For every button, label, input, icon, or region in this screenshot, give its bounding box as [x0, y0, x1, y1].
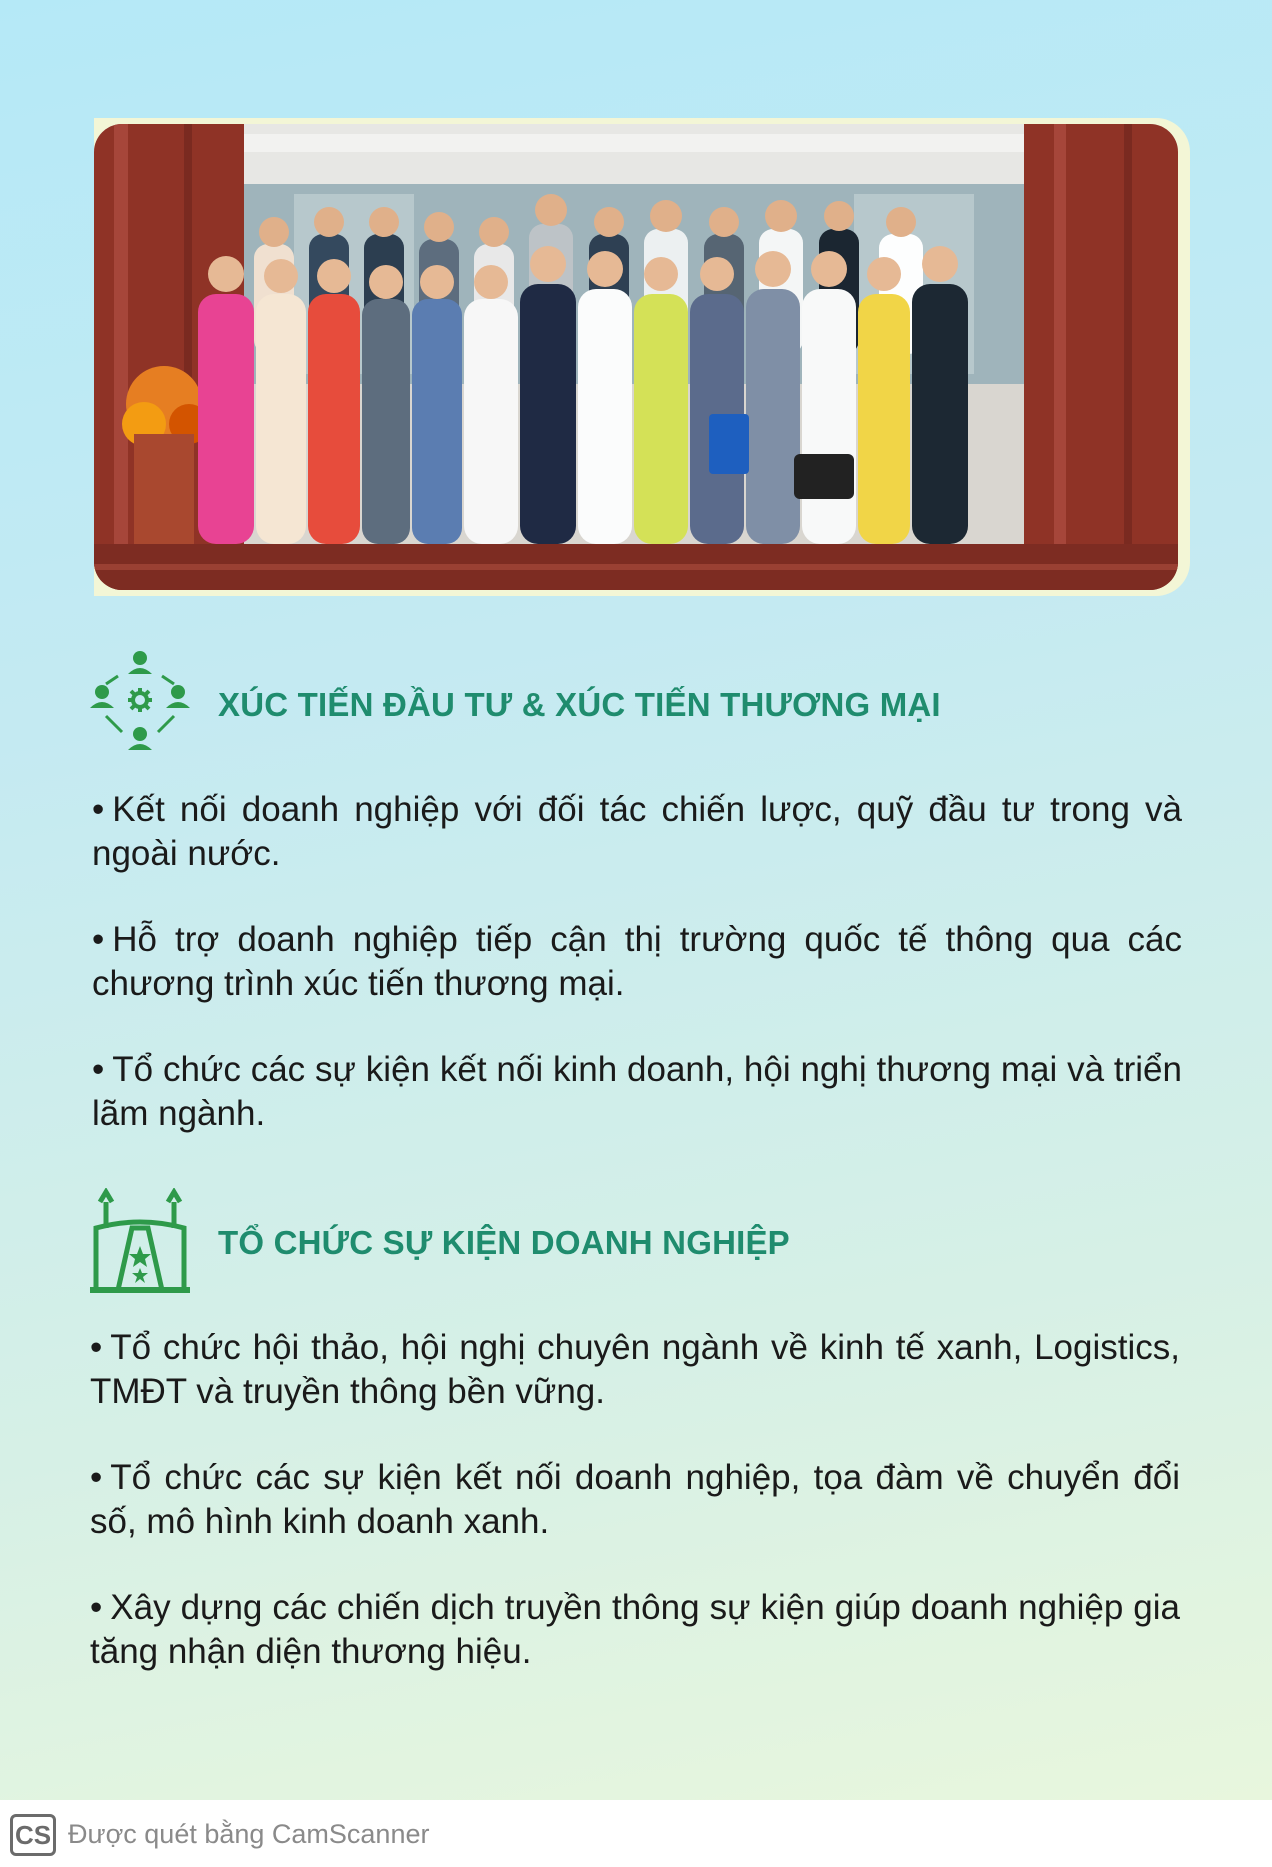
section-title: XÚC TIẾN ĐẦU TƯ & XÚC TIẾN THƯƠNG MẠI — [218, 686, 941, 723]
camscanner-text: Được quét bằng CamScanner — [68, 1819, 430, 1849]
bullet-item: • Xây dựng các chiến dịch truyền thông sự kiện giúp doanh nghiệp gia tăng nhận diện thương hiệu. — [90, 1588, 1180, 1671]
bullet-item: • Tổ chức hội thảo, hội nghị chuyên ngành về kinh tế xanh, Logistics, TMĐT và truyền thông bền vững. — [90, 1328, 1180, 1411]
section-title: TỔ CHỨC SỰ KIỆN DOANH NGHIỆP — [218, 1224, 790, 1261]
bullet-item: • Hỗ trợ doanh nghiệp tiếp cận thị trường quốc tế thông qua các chương trình xúc tiến thương mại. — [92, 920, 1182, 1003]
bullet-item: • Kết nối doanh nghiệp với đối tác chiến lược, quỹ đầu tư trong và ngoài nước. — [92, 790, 1182, 873]
bullet-item: • Tổ chức các sự kiện kết nối doanh nghiệp, tọa đàm về chuyển đổi số, mô hình kinh doanh xanh. — [90, 1458, 1180, 1541]
group-photo — [94, 124, 1178, 590]
network-people-icon — [88, 650, 192, 760]
camscanner-footer — [0, 1800, 1272, 1867]
section-investment-header — [88, 650, 941, 760]
section-events-bullets — [90, 1326, 1180, 1716]
bullet-item: • Tổ chức các sự kiện kết nối kinh doanh, hội nghị thương mại và triển lãm ngành. — [92, 1050, 1182, 1133]
event-stage-icon — [88, 1188, 192, 1298]
camscanner-logo-icon: CS — [10, 1814, 56, 1856]
section-investment-bullets — [92, 788, 1182, 1178]
section-events-header — [88, 1188, 790, 1298]
